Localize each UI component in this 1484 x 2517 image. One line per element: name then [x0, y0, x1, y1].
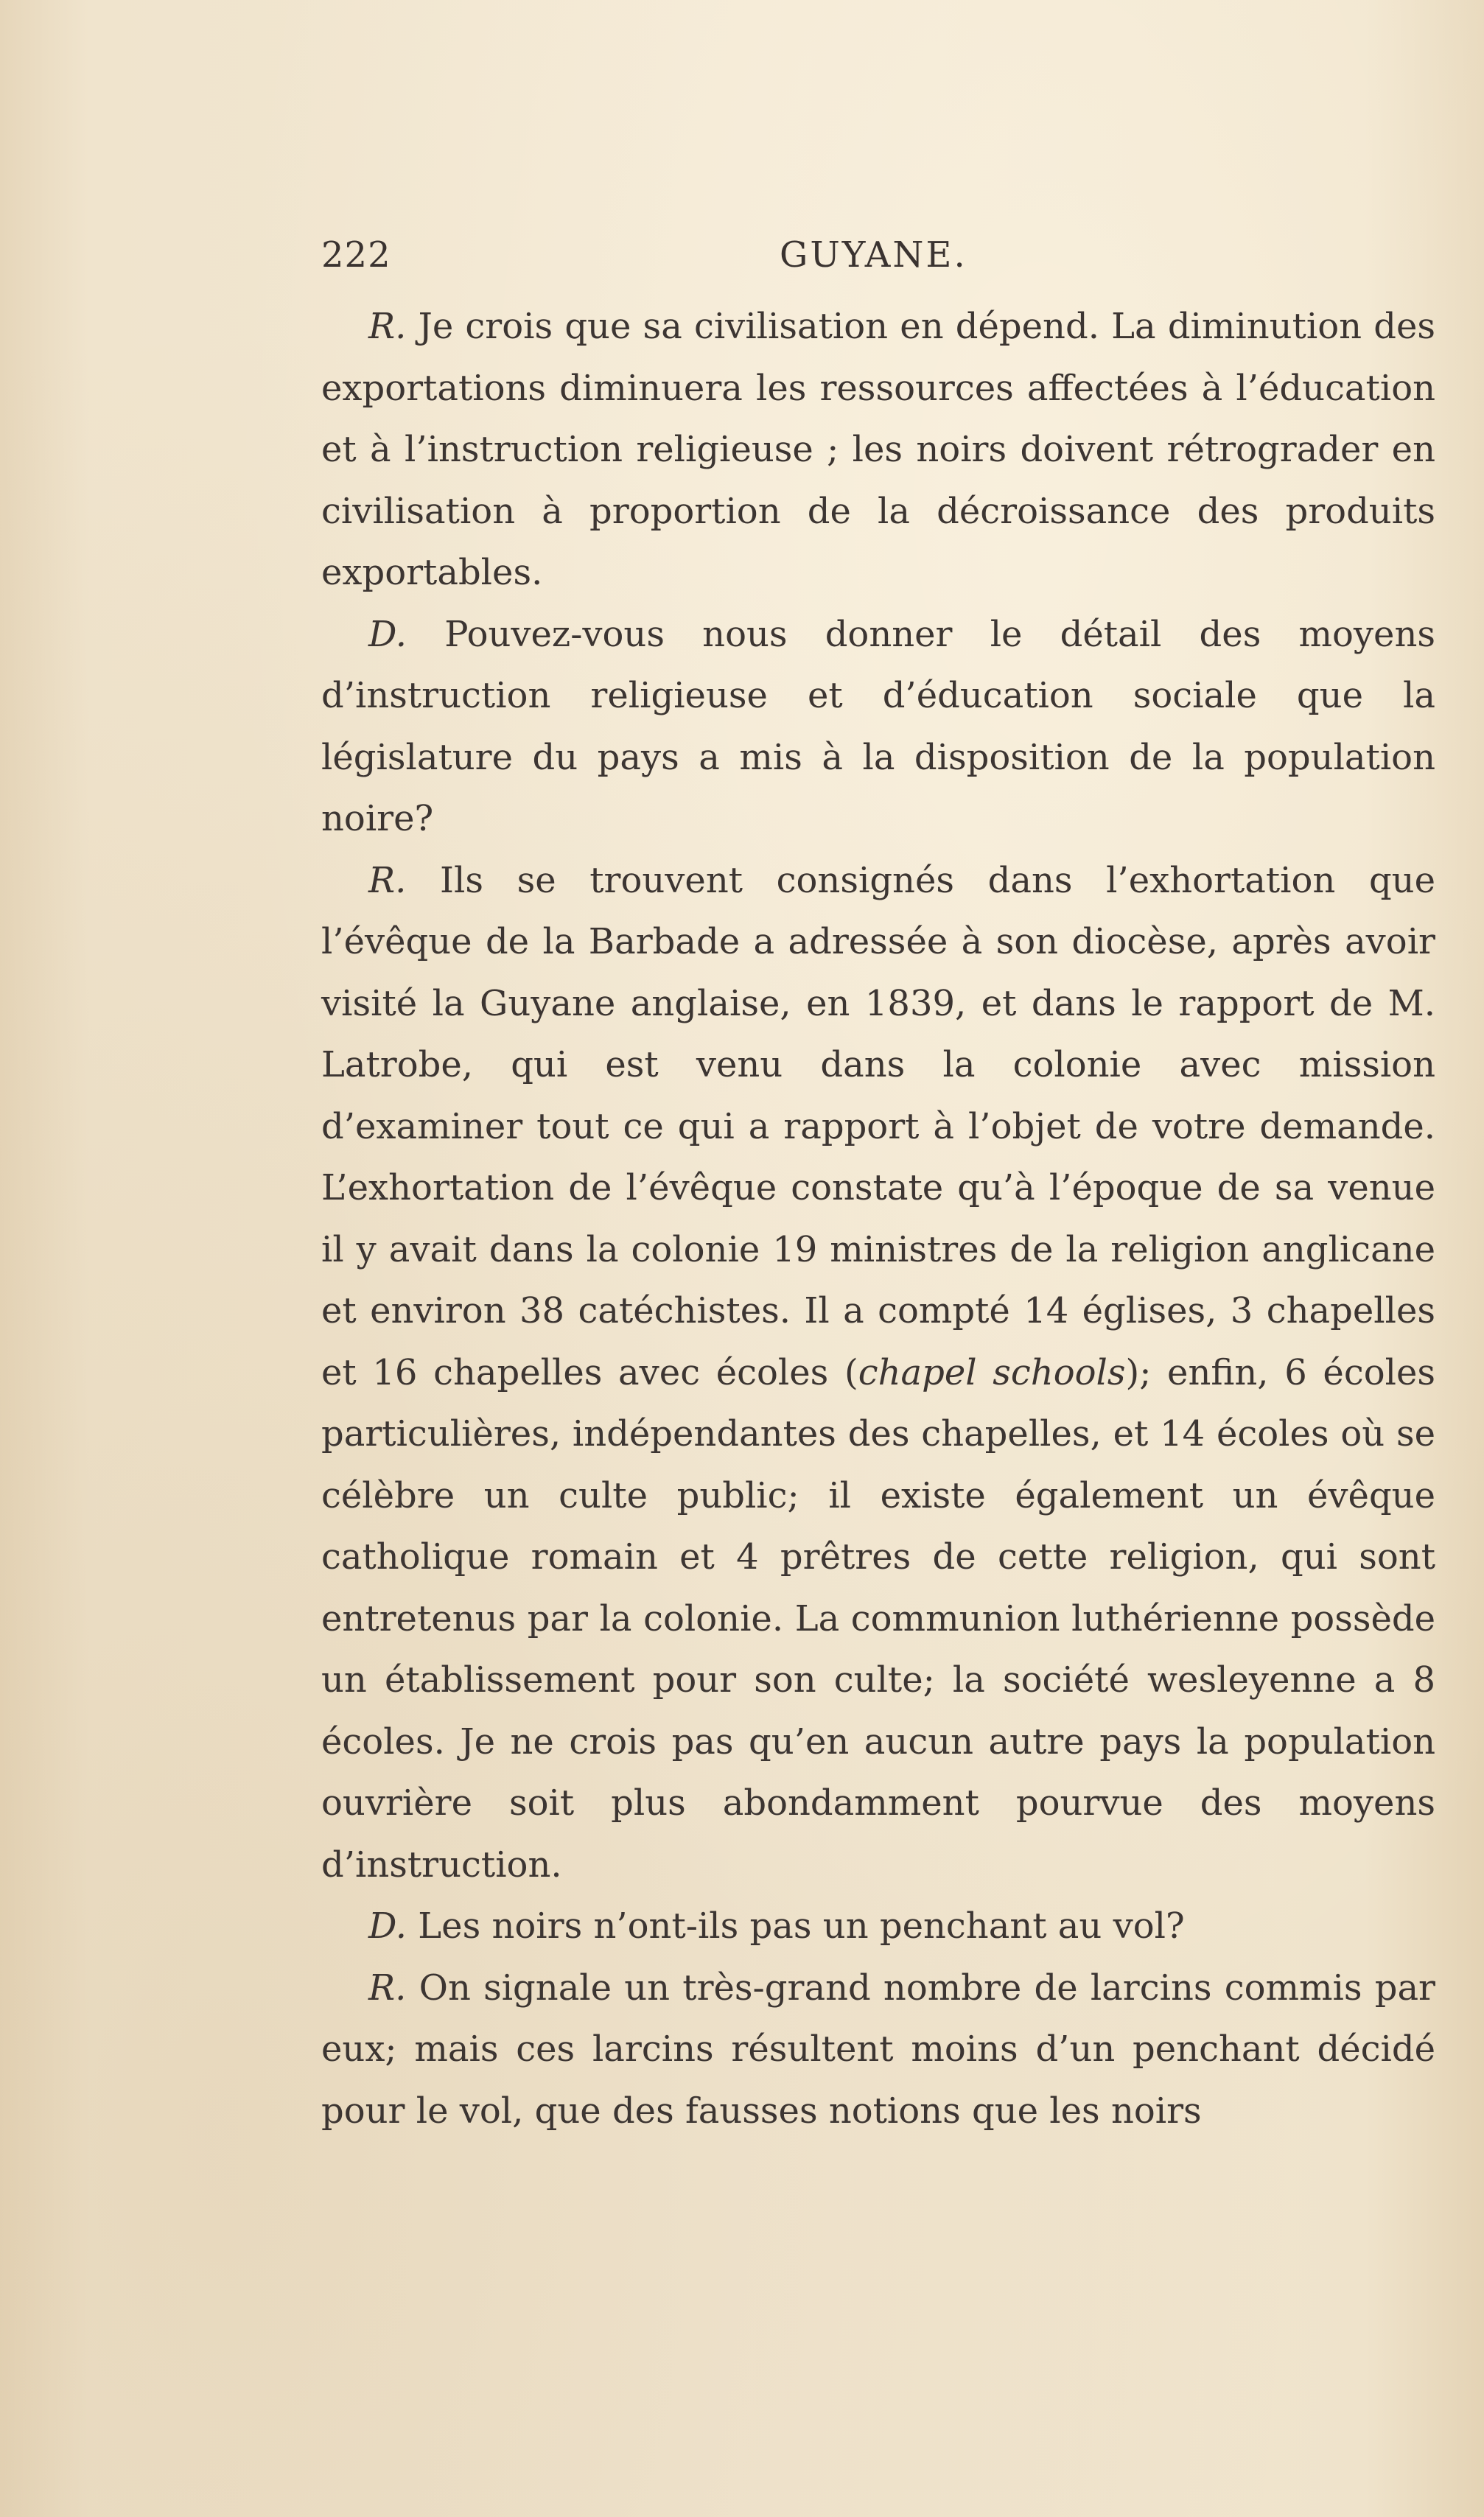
paragraph-question-theft	[321, 1896, 1435, 1958]
paragraph-text: On signale un très-grand nombre de larcins commis par eux; mais ces larcins résultent moins d’un penchant décidé pour le vol, que des fausses notions que les noirs	[321, 1967, 1435, 2132]
paragraph-question-instruction	[321, 604, 1435, 850]
paragraph-text: Ils se trouvent consignés dans l’exhortation que l’évêque de la Barbade a adressée à son diocèse, après avoir visité la Guyane anglaise, en 1839, et dans le rapport de M. Latrobe, qui est venu dans la colonie avec mission d’examiner tout ce qui a rapport à l’objet de votre demande. L’exhortation de l’évêque constate qu’à l’époque de sa venue il y avait dans la colonie 19 ministres de la religion anglicane et environ 38 catéchistes. Il a compté 14 églises, 3 chapelles et 16 chapelles avec écoles (	[321, 859, 1435, 1393]
paragraph-answer-theft	[321, 1958, 1435, 2143]
answer-label: R.	[368, 1967, 407, 2009]
question-label: D.	[368, 613, 407, 655]
page-number: 222	[321, 234, 391, 276]
italic-term: chapel schools	[858, 1351, 1126, 1393]
running-title: GUYANE.	[780, 234, 967, 276]
paragraph-text: Pouvez-vous nous donner le détail des moyens d’instruction religieuse et d’éducation sociale que la législature du pays a mis à la disposition de la population noire?	[321, 613, 1435, 839]
answer-label: R.	[368, 306, 407, 347]
answer-label: R.	[368, 859, 407, 901]
question-label: D.	[368, 1905, 407, 1947]
running-header	[321, 234, 1427, 293]
paragraph-answer-instruction	[321, 850, 1435, 1897]
paragraph-answer-civilisation	[321, 296, 1435, 604]
paragraph-text: Je crois que sa civilisation en dépend. La diminution des exportations diminuera les ressources affectées à l’éducation et à l’instruction religieuse ; les noirs doivent rétrograder en civilisation à proportion de la décroissance des produits exportables.	[321, 306, 1435, 593]
paragraph-text: Les noirs n’ont-ils pas un penchant au vol?	[407, 1905, 1185, 1947]
body-text	[321, 296, 1435, 2142]
paragraph-text-continued: ); enfin, 6 écoles particulières, indépendantes des chapelles, et 14 écoles où se célèbre un culte public; il existe également un évêque catholique romain et 4 prêtres de cette religion, qui sont entretenus par la colonie. La communion luthérienne possède un établissement pour son culte; la société wesleyenne a 8 écoles. Je ne crois pas qu’en aucun autre pays la population ouvrière soit plus abondamment pourvue des moyens d’instruction.	[321, 1351, 1435, 1886]
